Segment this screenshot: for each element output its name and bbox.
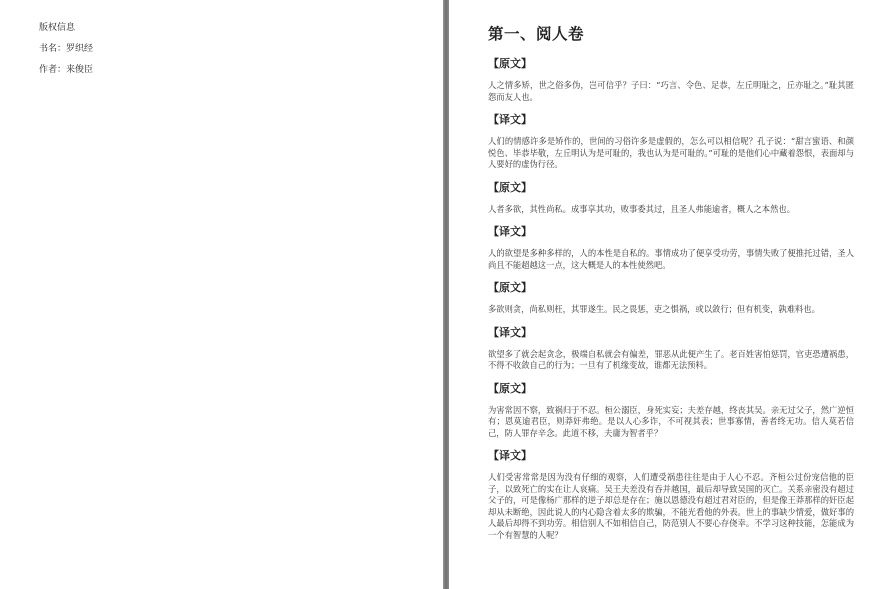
copyright-heading: 版权信息 (39, 23, 76, 33)
section-heading-original: 【原文】 (488, 381, 532, 395)
book-title-line: 书名：罗织经 (39, 44, 94, 54)
section-text-translation: 欲望多了就会起贪念，极端自私就会有偏差，罪恶从此便产生了。老百姓害怕惩罚，官吏恐遭祸患，不得不收敛自己的行为；一旦有了机缘变故，谁都无法预料。 (488, 348, 854, 370)
section-heading-translation: 【译文】 (488, 113, 532, 126)
copyright-info (39, 22, 93, 85)
section-text-original: 为害常因不察，致祸归于不忍。桓公溺臣，身死实妄；夫差存越，终丧其吴。亲无过父子，然广逆恒有；恩莫逾君臣，则莽奸弗绝。是以人心多诈，不可视其表；世事寡情，善者终无功。信人莫若信己，防人罪存辛念。此道不移，夫庸为智者乎？ (488, 404, 854, 438)
section-text-translation: 人们的情感许多是矫作的，世间的习俗许多是虚假的，怎么可以相信呢？孔子说：“甜言蜜语、和颜悦色、毕恭毕敬，左丘明认为是可耻的，我也认为是可耻的。”可耻的是他们心中藏着怨恨，表面却与人要好的虚伪行径。 (488, 136, 854, 169)
section-text-original: 人之情多矫，世之俗多伪，岂可信乎？子曰：“巧言、令色、足恭，左丘明耻之，丘亦耻之。”耻其匿怨而友人也。 (488, 80, 854, 102)
section-heading-translation: 【译文】 (488, 225, 532, 238)
section-text-translation: 人们受害常常是因为没有仔细的观察，人们遭受祸患往往是由于人心不忍。齐桓公过份宠信他的臣子，以致死亡的实在让人哀痛。吴王夫差没有吞并越国，最后却导致吴国的灭亡。关系亲密没有超过父子的，可是像杨广那样的逆子却总是存在；施以恩德没有超过君对臣的，但是像王莽那样的奸臣起却从未断绝，因此说人的内心隐含着太多的欺骗，不能光看他的外表。世上的事缺少情爱，做好事的人最后却得不到功劳。相信别人不如相信自己，防范别人不要心存侥幸。不学习这种技能，怎能成为一个有智慧的人呢？ (488, 472, 854, 540)
right-page (449, 0, 893, 589)
section-heading-original: 【原文】 (488, 57, 532, 70)
section-text-translation: 人的欲望是多种多样的，人的本性是自私的。事情成功了便享受功劳，事情失败了便推托过错，圣人尚且不能超越这一点，这大概是人的本性使然吧。 (488, 248, 854, 270)
section-heading-translation: 【译文】 (488, 449, 532, 462)
section-heading-original: 【原文】 (488, 180, 532, 194)
left-page (0, 0, 443, 589)
chapter-content (488, 24, 854, 551)
section-heading-original: 【原文】 (488, 281, 532, 294)
section-text-original: 人者多欲，其性尚私。成事享其功，败事委其过，且圣人弗能逾者，概人之本然也。 (488, 203, 795, 214)
author-line: 作者：来俊臣 (39, 65, 94, 75)
section-text-original: 多欲则贪，尚私则枉，其罪遂生。民之畏惩，吏之惧祸，或以敛行；但有机变，孰难料也。 (488, 304, 820, 314)
chapter-title: 第一、阅人卷 (488, 24, 585, 43)
section-heading-translation: 【译文】 (488, 325, 532, 339)
